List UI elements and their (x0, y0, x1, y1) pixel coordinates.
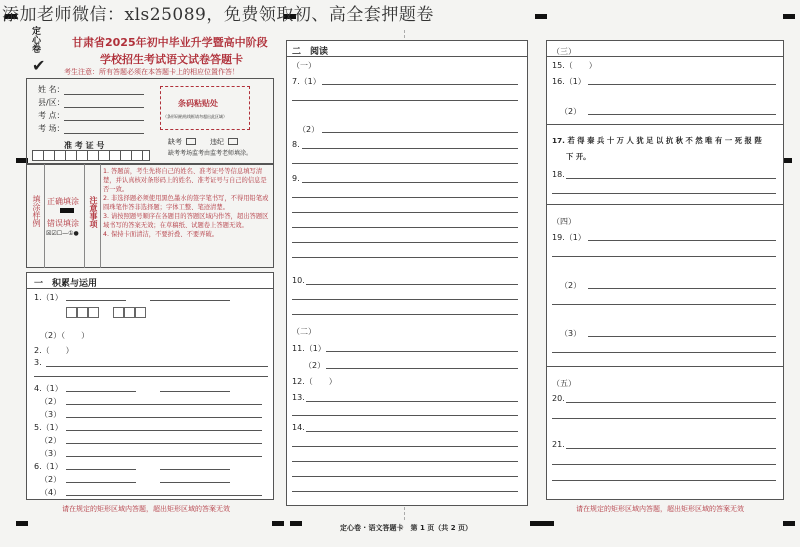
divider (100, 164, 101, 268)
q11-1-label: 11.（1） (292, 344, 326, 353)
q16-2-answer[interactable] (588, 114, 776, 115)
note-item: 2. 非选择题必须使用黑色墨水的签字笔书写，不得用铅笔或圆珠笔作答非选择题；字体工整、笔迹清楚。 (103, 195, 269, 211)
q12-label: 12.（ ） (292, 377, 337, 386)
q19-1-label: 19.（1） (552, 233, 586, 242)
header-notice: 考生注意：所有答题必须在本答题卡上的相应位置作答！ (64, 68, 239, 76)
note-item: 3. 请按照题号顺序在各题目的答题区域内作答，超出答题区域书写的答案无效；在草稿纸、试题卷上答题无效。 (103, 213, 269, 229)
violation-box[interactable] (228, 138, 238, 145)
q1-1-answer[interactable] (150, 300, 230, 301)
q16-1-label: 16.（1） (552, 77, 586, 86)
q4-2-answer[interactable] (66, 404, 262, 405)
q18-answer[interactable] (552, 193, 776, 194)
q14-answer[interactable] (306, 431, 518, 432)
part1-title: 一 积累与运用 (34, 279, 98, 289)
registration-mark (783, 521, 795, 526)
q3-answer[interactable] (46, 366, 268, 367)
q6-1-answer[interactable] (160, 469, 230, 470)
county-field[interactable] (64, 107, 144, 108)
registration-mark (783, 14, 795, 19)
absent-label: 缺考 (168, 138, 182, 146)
q14-answer[interactable] (292, 461, 518, 462)
q19-3-label: （3） (560, 329, 582, 338)
char-cell[interactable] (124, 307, 135, 318)
note-item: 4. 保持卡面清洁，不要折叠、不要弄破。 (103, 231, 219, 238)
q14-answer[interactable] (292, 476, 518, 477)
q20-answer[interactable] (566, 402, 776, 403)
logo-text: 定心卷 (30, 26, 40, 53)
q6-2-answer[interactable] (160, 482, 230, 483)
q19-1-answer[interactable] (588, 240, 776, 241)
q1-1-label: 1.（1） (34, 293, 63, 302)
q4-2-label: （2） (40, 397, 62, 406)
name-field[interactable] (64, 94, 144, 95)
q18-answer[interactable] (566, 178, 776, 179)
registration-mark (542, 521, 554, 526)
q13-answer[interactable] (292, 415, 518, 416)
q14-answer[interactable] (292, 446, 518, 447)
part1-title-rule (26, 288, 274, 289)
q8-answer[interactable] (302, 148, 518, 149)
q9-answer[interactable] (292, 197, 518, 198)
q10-answer[interactable] (292, 299, 518, 300)
q16-1-answer[interactable] (588, 84, 776, 85)
q21-label: 21. (552, 440, 565, 449)
q20-answer[interactable] (552, 418, 776, 419)
q1-2-label: （2）（ ） (40, 331, 90, 340)
q5-2-answer[interactable] (66, 443, 262, 444)
q19-2-answer[interactable] (588, 288, 776, 289)
registration-mark (535, 14, 547, 19)
q20-label: 20. (552, 394, 565, 403)
q10-answer[interactable] (306, 284, 518, 285)
note-item: 1. 答题前，考生先将自己的姓名、准考证号等信息填写清楚，并认真核对条形码上的姓名、准考证号与自己的信息是否一致。 (103, 168, 267, 193)
q21-answer[interactable] (552, 480, 776, 481)
section-5-label: （五） (552, 379, 576, 388)
q2-label: 2.（ ） (34, 346, 74, 355)
q9-answer[interactable] (292, 257, 518, 258)
fill-wrong-label: 错误填涂 (47, 219, 79, 228)
q19-3-answer[interactable] (552, 352, 776, 353)
q13-answer[interactable] (306, 401, 518, 402)
q17-text-cont: 下 开。 (566, 152, 591, 161)
rule (546, 204, 784, 205)
q4-1-answer[interactable] (160, 391, 230, 392)
rule (546, 366, 784, 367)
q7-1-answer[interactable] (322, 84, 518, 85)
q4-3-label: （3） (40, 410, 62, 419)
q11-2-answer[interactable] (326, 368, 518, 369)
q21-answer[interactable] (566, 448, 776, 449)
q17-text: 17. 若 得 秦 兵 十 万 人 犹 足 以 抗 秋 不 然 唯 有 一 死 报 陛 (552, 136, 762, 145)
section-3-label: （三） (552, 47, 576, 56)
fill-correct-sample (60, 208, 74, 213)
char-cell[interactable] (135, 307, 146, 318)
q3-label: 3. (34, 358, 42, 367)
q6-1-answer[interactable] (66, 469, 136, 470)
q6-4-answer[interactable] (66, 495, 262, 496)
char-cell[interactable] (88, 307, 99, 318)
part2-panel (286, 40, 528, 506)
room-label: 考 场： (38, 124, 65, 133)
footer-warning-left: 请在规定的矩形区域内答题，超出矩形区域的答案无效 (62, 505, 230, 513)
barcode-title: 条码粘贴处 (178, 99, 218, 108)
watermark-text: 添加老师微信：xls25089，免费领取初、高全套押题卷 (2, 5, 434, 25)
checkmark-icon: ✔ (32, 56, 46, 75)
q19-2-answer[interactable] (552, 304, 776, 305)
site-label: 考 点： (38, 111, 65, 120)
q8-answer[interactable] (292, 163, 518, 164)
q8-label: 8. (292, 140, 300, 149)
q13-label: 13. (292, 393, 305, 402)
registration-mark (272, 521, 284, 526)
q5-3-label: （3） (40, 449, 62, 458)
county-label: 县/区： (38, 98, 65, 107)
q14-label: 14. (292, 423, 305, 432)
q9-answer[interactable] (302, 182, 518, 183)
q9-label: 9. (292, 174, 300, 183)
q6-4-label: （4） (40, 488, 62, 497)
part1-panel (26, 272, 274, 500)
q21-answer[interactable] (552, 464, 776, 465)
q19-1-answer[interactable] (552, 256, 776, 257)
char-cell[interactable] (66, 307, 77, 318)
q4-1-answer[interactable] (66, 391, 136, 392)
q10-answer[interactable] (292, 314, 518, 315)
section-2-label: （二） (292, 327, 316, 336)
q16-2-label: （2） (560, 107, 582, 116)
divider (44, 164, 45, 268)
section-1-label: （一） (292, 61, 316, 70)
q7-2-label: （2） (298, 125, 320, 134)
q18-label: 18. (552, 170, 565, 179)
q3-answer[interactable] (34, 376, 268, 377)
absent-box[interactable] (186, 138, 196, 145)
char-cell[interactable] (77, 307, 88, 318)
notes-label: 注意事项 (89, 196, 98, 228)
q14-answer[interactable] (292, 491, 518, 492)
q15-label: 15.（ ） (552, 61, 597, 70)
q4-1-label: 4.（1） (34, 384, 63, 393)
q6-2-label: （2） (40, 475, 62, 484)
divider (84, 164, 85, 268)
header-title-1: 甘肃省2025年初中毕业升学暨高中阶段 (72, 36, 268, 49)
q11-2-label: （2） (304, 361, 326, 370)
room-field[interactable] (64, 133, 144, 134)
q11-1-answer[interactable] (326, 351, 518, 352)
registration-mark (290, 521, 302, 526)
part2-title-rule (286, 56, 528, 57)
q5-3-answer[interactable] (66, 456, 262, 457)
registration-mark (16, 521, 28, 526)
q4-3-answer[interactable] (66, 417, 262, 418)
rule (546, 124, 784, 125)
footer-warning-right: 请在规定的矩形区域内答题，超出矩形区域的答案无效 (576, 505, 744, 513)
exam-no-label: 准 考 证 号 (64, 141, 105, 150)
q6-1-label: 6.（1） (34, 462, 63, 471)
q7-2-answer[interactable] (322, 132, 518, 133)
absent-note: 缺考考场监考由监考老师填涂。 (168, 150, 253, 157)
q1-1-answer[interactable] (66, 300, 126, 301)
section-4-label: （四） (552, 217, 576, 226)
q7-1-answer[interactable] (292, 100, 518, 101)
q19-2-label: （2） (560, 281, 582, 290)
q9-answer[interactable] (292, 212, 518, 213)
violation-label: 违纪 (210, 138, 224, 146)
rule (546, 56, 784, 57)
char-cell[interactable] (113, 307, 124, 318)
exam-no-grid[interactable] (32, 150, 150, 161)
part2-title: 二 阅读 (292, 47, 329, 57)
name-label: 姓 名： (38, 85, 65, 94)
header-title-2: 学校招生考试语文试卷答题卡 (100, 53, 243, 66)
page-footer: 定心卷 · 语文答题卡 第 1 页（共 2 页） (340, 524, 473, 532)
q19-3-answer[interactable] (588, 336, 776, 337)
q5-2-label: （2） (40, 436, 62, 445)
part3-panel (546, 40, 784, 500)
fill-correct-label: 正确填涂 (47, 197, 79, 206)
barcode-note: （条形码粘贴线框请勿超出此区域） (163, 114, 228, 120)
q5-1-label: 5.（1） (34, 423, 63, 432)
logo (24, 26, 60, 75)
fill-wrong-marks: ☒☑☐—①● (46, 230, 79, 237)
q6-2-answer[interactable] (66, 482, 136, 483)
q9-answer[interactable] (292, 242, 518, 243)
q9-answer[interactable] (292, 227, 518, 228)
q5-1-answer[interactable] (66, 430, 262, 431)
fill-sample-label: 填涂样例 (32, 195, 41, 227)
q10-label: 10. (292, 276, 305, 285)
site-field[interactable] (64, 120, 144, 121)
notes-list (103, 167, 271, 239)
q7-1-label: 7.（1） (292, 77, 321, 86)
registration-mark (530, 521, 542, 526)
